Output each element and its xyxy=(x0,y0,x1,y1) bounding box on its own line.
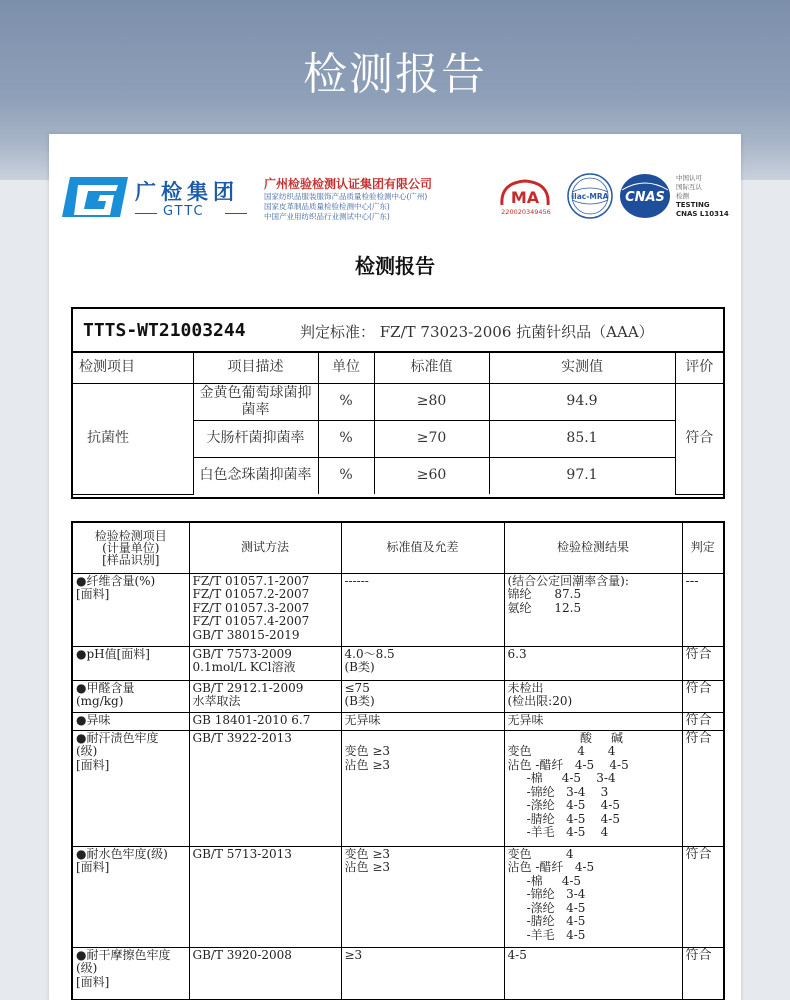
logo-cn-text: 广检集团 xyxy=(135,180,239,204)
table-row xyxy=(73,680,723,712)
column-header: 判定 xyxy=(682,523,723,573)
table-row xyxy=(73,947,723,999)
standard-tolerance: ------ xyxy=(341,573,504,646)
standard-tolerance: 4.0～8.5 (B类) xyxy=(341,646,504,680)
unit: % xyxy=(318,457,374,494)
logo-en-line-left xyxy=(135,213,157,214)
column-header: 检验检测结果 xyxy=(504,523,682,573)
cnas-side-line: 国际互认 xyxy=(676,183,702,191)
banner-title: 检测报告 xyxy=(303,49,487,100)
document-title: 检测报告 xyxy=(355,254,435,278)
column-header: 标准值 xyxy=(374,352,489,383)
test-result: 未检出 (检出限:20) xyxy=(504,680,682,712)
test-item: ●纤维含量(%) [面料] xyxy=(73,573,189,646)
org-name: 广州检验检测认证集团有限公司 xyxy=(264,177,433,191)
cnas-side-line: 中国认可 xyxy=(676,174,702,182)
judgment: --- xyxy=(682,573,723,646)
test-result: 4-5 xyxy=(504,947,682,999)
column-header: 检验检测项目 (计量单位) [样品识别] xyxy=(73,523,189,573)
cma-text: MA xyxy=(510,188,540,207)
test-method: GB/T 3920-2008 xyxy=(189,947,341,999)
ilac-text: ilac-MRA xyxy=(571,192,609,201)
gttc-logo-icon xyxy=(60,175,130,219)
test-item: ●pH值[面料] xyxy=(73,646,189,680)
test-result: 无异味 xyxy=(504,712,682,730)
test-method: GB/T 5713-2013 xyxy=(189,846,341,947)
standard-tolerance: 变色 ≥3 沾色 ≥3 xyxy=(341,846,504,947)
logo-en-line-right xyxy=(225,213,247,214)
test-item: ●耐干摩擦色牢度 (级) [面料] xyxy=(73,947,189,999)
antibacterial-table xyxy=(73,352,723,495)
table-row xyxy=(73,646,723,680)
unit: % xyxy=(318,420,374,457)
standard-value: ≥80 xyxy=(374,383,489,420)
org-sub-line: 中国产业用纺织品行业测试中心(广东) xyxy=(264,212,390,221)
measured-value: 97.1 xyxy=(489,457,675,494)
test-method: GB 18401-2010 6.7 xyxy=(189,712,341,730)
test-method: GB/T 7573-2009 0.1mol/L KCl溶液 xyxy=(189,646,341,680)
cnas-side-en: TESTING xyxy=(676,201,710,209)
table-row xyxy=(73,730,723,846)
logo-en xyxy=(135,204,247,222)
report-header-row xyxy=(73,309,723,353)
item-description: 金黄色葡萄球菌抑菌率 xyxy=(193,383,318,420)
org-sub-line: 国家纺织品服装服饰产品质量检验检测中心(广州) xyxy=(264,192,428,201)
table-row xyxy=(73,573,723,646)
column-header: 标准值及允差 xyxy=(341,523,504,573)
standard-tolerance: 变色 ≥3 沾色 ≥3 xyxy=(341,730,504,846)
unit: % xyxy=(318,383,374,420)
standard-value: ≥70 xyxy=(374,420,489,457)
judgment: 符合 xyxy=(682,680,723,712)
ilac-mra-icon xyxy=(566,172,614,220)
column-header: 测试方法 xyxy=(189,523,341,573)
results-table xyxy=(73,523,723,1000)
test-method: FZ/T 01057.1-2007 FZ/T 01057.2-2007 FZ/T 01057.3-2007 FZ/T 01057.4-2007 GB/T 38015-2019 xyxy=(189,573,341,646)
cnas-text: CNAS xyxy=(625,190,665,205)
test-item: ●耐水色牢度(级) [面料] xyxy=(73,846,189,947)
logo-en-text: GTTC xyxy=(163,204,205,219)
item-description: 白色念珠菌抑菌率 xyxy=(193,457,318,494)
measured-value: 94.9 xyxy=(489,383,675,420)
test-item: ●耐汗渍色牢度 (级) [面料] xyxy=(73,730,189,846)
column-header: 评价 xyxy=(675,352,723,383)
test-item: ●甲醛含量 (mg/kg) xyxy=(73,680,189,712)
evaluation: 符合 xyxy=(675,383,723,494)
cnas-side-line: 检测 xyxy=(676,192,689,200)
test-result: 变色 4 沾色 -醋纤 4-5 -棉 4-5 -锦纶 3-4 -涤纶 4-5 -腈纶 4-5 -羊毛 4-5 xyxy=(504,846,682,947)
measured-value: 85.1 xyxy=(489,420,675,457)
column-header: 单位 xyxy=(318,352,374,383)
table-header-row xyxy=(73,523,723,573)
inspection-results-table xyxy=(71,521,725,1000)
test-item: 抗菌性 xyxy=(73,383,193,494)
judgment-standard: 判定标准： FZ/T 73023-2006 抗菌针织品（AAA） xyxy=(300,323,654,341)
report-code: TTTS-WT21003244 xyxy=(83,320,246,341)
org-sub-line: 国家皮革制品质量检验检测中心(广东) xyxy=(264,202,390,211)
standard-tolerance: 无异味 xyxy=(341,712,504,730)
standard-tolerance: ≤75 (B类) xyxy=(341,680,504,712)
table-header-row xyxy=(73,352,723,383)
standard-tolerance: ≥3 xyxy=(341,947,504,999)
antibacterial-report-table xyxy=(71,307,725,499)
test-method: GB/T 3922-2013 xyxy=(189,730,341,846)
test-result: 酸 碱 变色 4 4 沾色 -醋纤 4-5 4-5 -棉 4-5 3-4 -锦纶 3-4 3 -涤纶 4-5 4-5 -腈纶 4-5 4-5 -羊毛 4-5 4 xyxy=(504,730,682,846)
standard-value: ≥60 xyxy=(374,457,489,494)
table-row xyxy=(73,383,723,420)
test-result: 6.3 xyxy=(504,646,682,680)
table-row xyxy=(73,846,723,947)
test-method: GB/T 2912.1-2009 水萃取法 xyxy=(189,680,341,712)
judgment: 符合 xyxy=(682,846,723,947)
column-header: 项目描述 xyxy=(193,352,318,383)
cnas-side-en: CNAS L10314 xyxy=(676,210,729,218)
judgment: 符合 xyxy=(682,730,723,846)
item-description: 大肠杆菌抑菌率 xyxy=(193,420,318,457)
judgment: 符合 xyxy=(682,712,723,730)
column-header: 检测项目 xyxy=(73,352,193,383)
judgment: 符合 xyxy=(682,947,723,999)
test-item: ●异味 xyxy=(73,712,189,730)
cma-number: 220020349456 xyxy=(501,208,551,216)
cnas-seal-icon xyxy=(618,172,672,220)
table-row xyxy=(73,712,723,730)
judgment: 符合 xyxy=(682,646,723,680)
column-header: 实测值 xyxy=(489,352,675,383)
test-result: (结合公定回潮率含量): 锦纶 87.5 氨纶 12.5 xyxy=(504,573,682,646)
